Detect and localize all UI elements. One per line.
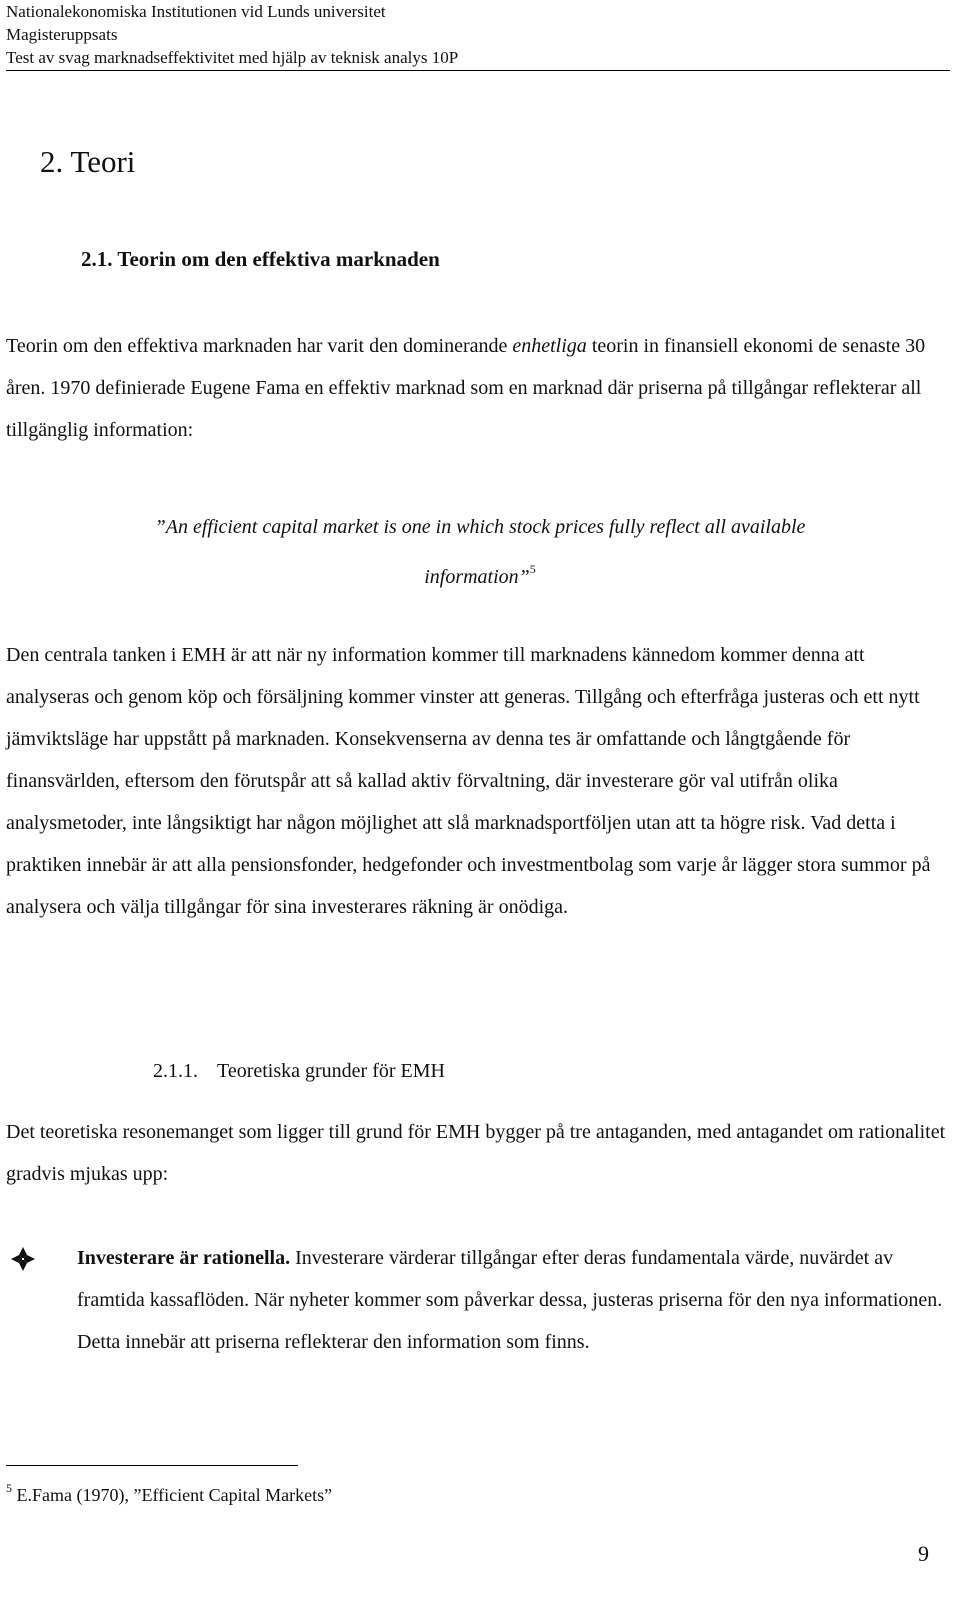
- subsection-number: 2.1.1.: [153, 1060, 198, 1082]
- footnote: [6, 1475, 332, 1508]
- header-divider: [6, 70, 950, 71]
- paragraph-assumptions: Det teoretiska resonemanget som ligger till grund för EMH bygger på tre antaganden, med antagandet om rationalitet gradvis mjukas upp:: [6, 1121, 946, 1185]
- header-thesis-type: Magisteruppsats: [6, 25, 118, 44]
- page-number: 9: [918, 1541, 929, 1566]
- paragraph-intro: [6, 325, 946, 451]
- paragraph-intro-text-2: teorin in finansiell ekonomi de senaste 30 åren. 1970 definierade Eugene Fama en effektiv marknad som en marknad där priserna på tillgångar reflekterar all tillgänglig information:: [6, 335, 926, 441]
- section-title: 2.1. Teorin om den effektiva marknaden: [81, 247, 440, 271]
- diamond-bullet-icon: [10, 1245, 36, 1271]
- footnote-text: E.Fama (1970), ”Efficient Capital Markets”: [12, 1485, 333, 1505]
- fama-quote: [0, 506, 960, 598]
- subsection-title: Teoretiska grunder för EMH: [217, 1060, 445, 1082]
- list-item: [6, 1237, 946, 1363]
- paragraph-intro-emphasis: enhetliga: [512, 335, 587, 357]
- list-item-heading: Investerare är rationella.: [77, 1247, 291, 1269]
- footnote-divider: [6, 1465, 298, 1466]
- footnote-marker: 5: [6, 1481, 12, 1495]
- list-item-text: Investerare värderar tillgångar efter deras fundamentala värde, nuvärdet av framtida kassaflöden. När nyheter kommer som påverkar dessa, justeras priserna för den nya informationen. Detta innebär att priserna reflekterar den information som finns.: [77, 1247, 943, 1353]
- subsection-heading: [153, 1057, 445, 1085]
- paragraph-emh: Den centrala tanken i EMH är att när ny information kommer till marknadens kännedom kommer denna att analyseras och genom köp och försäljning kommer vinster att generas. Tillgång och efterfråga justeras och ett nytt jämviktsläge har uppstått på marknaden. Konsekvenserna av denna tes är omfattande och långtgående för finansvärlden, eftersom den förutspår att så kallad aktiv förvaltning, där investerare gör val utifrån olika analysmetoder, inte långsiktigt har någon möjlighet att slå marknadsportföljen utan att ta högre risk. Vad detta i praktiken innebär är att alla pensionsfonder, hedgefonder och investmentbolag som varje år lägger stora summor på analysera och välja tillgångar för sina investerares räkning är onödiga.: [6, 644, 931, 918]
- running-header: [6, 0, 950, 69]
- paragraph-intro-text-1: Teorin om den effektiva marknaden har varit den dominerande: [6, 335, 513, 357]
- footnote-reference[interactable]: 5: [529, 562, 536, 576]
- header-thesis-title: Test av svag marknadseffektivitet med hjälp av teknisk analys 10P: [6, 48, 459, 67]
- header-institution: Nationalekonomiska Institutionen vid Lunds universitet: [6, 2, 386, 21]
- chapter-title: 2. Teori: [40, 144, 136, 179]
- fama-quote-text: ”An efficient capital market is one in which stock prices fully reflect all available information”: [154, 516, 806, 588]
